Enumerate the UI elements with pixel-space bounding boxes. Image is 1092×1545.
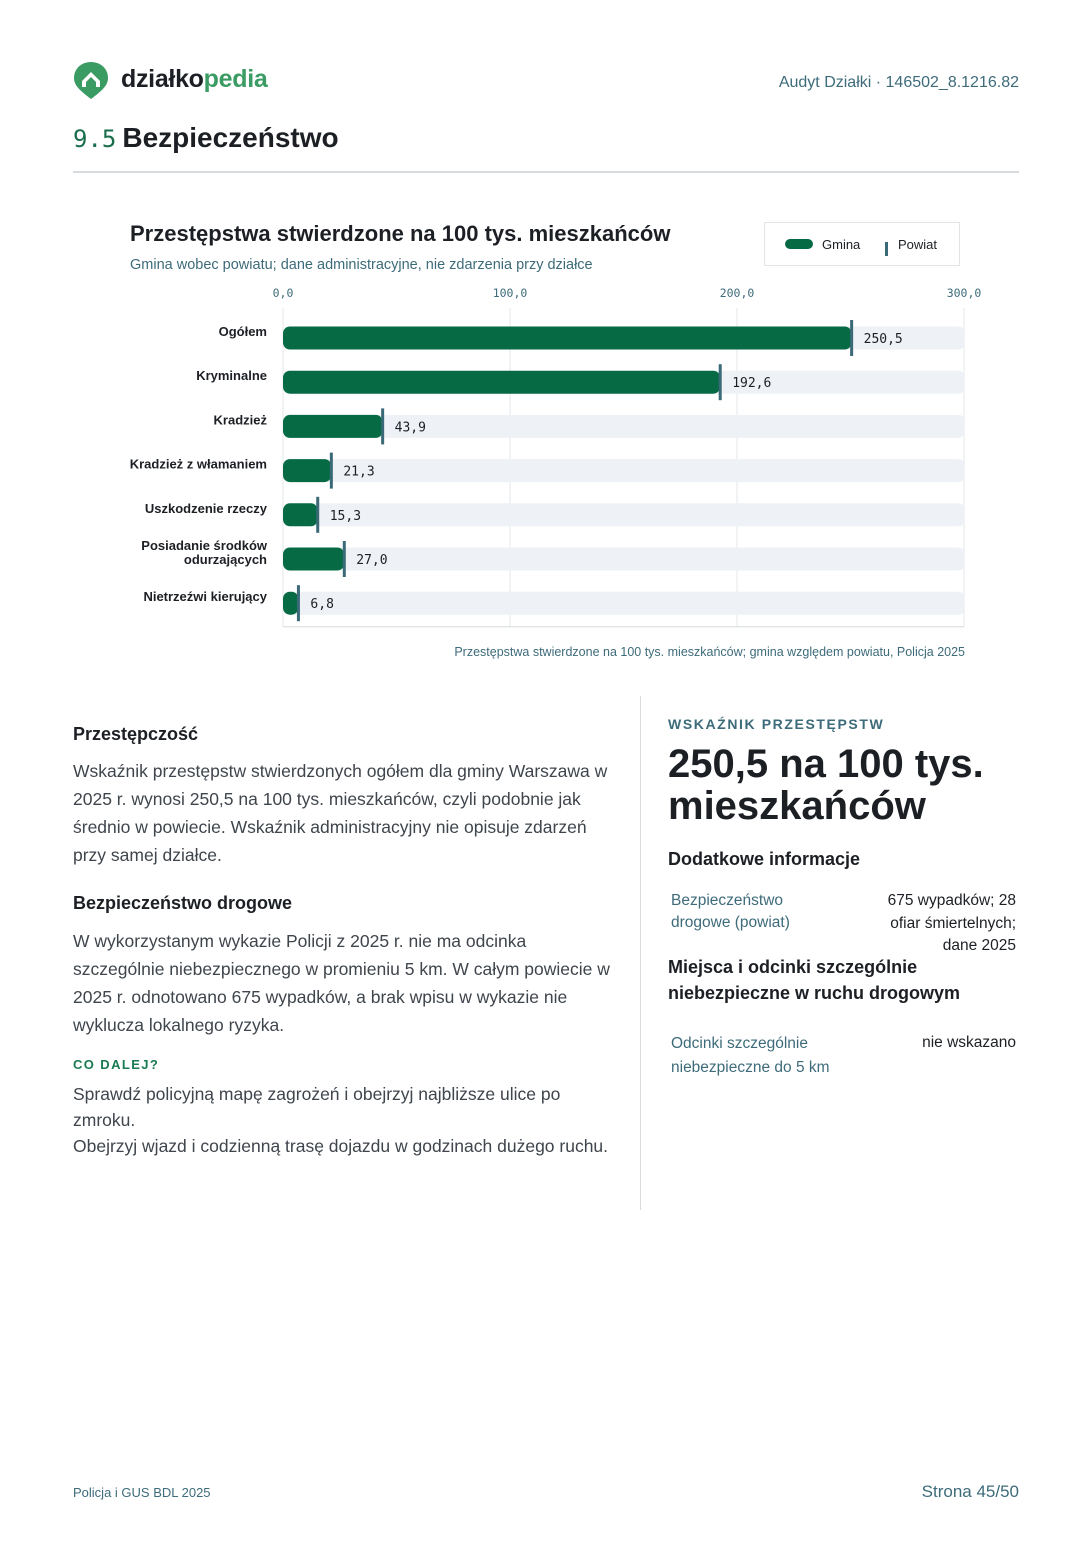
- info-key: Bezpieczeństwo drogowe (powiat): [671, 892, 790, 931]
- crime-heading: Przestępczość: [73, 724, 199, 744]
- category-label: Kradzież: [213, 412, 267, 428]
- category-label: Kryminalne: [196, 368, 267, 384]
- right-column: [668, 716, 1020, 1082]
- bar-track: [283, 459, 964, 482]
- value-label: 27,0: [356, 553, 388, 568]
- powiat-marker: [343, 541, 346, 577]
- category-label: Kradzież z włamaniem: [129, 456, 267, 472]
- info-key: Odcinki szczególnie niebezpieczne do 5 km: [671, 1035, 830, 1076]
- legend-powiat-marker: [885, 242, 888, 256]
- crime-paragraph: Wskaźnik przestępstw stwierdzonych ogółem dla gminy Warszawa w 2025 r. wynosi 250,5 na 100 tys. mieszkańców, czyli podobnie jak średnio w powiecie. Wskaźnik administracyjny nie opisuje zdarzeń przy samej działce.: [73, 761, 608, 865]
- column-divider: [640, 696, 641, 1210]
- section-number: 9.5: [73, 125, 117, 153]
- bar-track: [283, 415, 964, 438]
- value-label: 192,6: [732, 376, 772, 392]
- section-title-text: Bezpieczeństwo: [122, 122, 339, 153]
- info-value: nie wskazano: [922, 1034, 1016, 1051]
- chart-source: Przestępstwa stwierdzone na 100 tys. mieszkańców; gmina względem powiatu, Policja 2025: [454, 645, 965, 659]
- x-tick-label: 0,0: [272, 286, 294, 300]
- dangerous-places-heading: Miejsca i odcinki szczególnie niebezpieczne w ruchu drogowym: [668, 957, 961, 1003]
- powiat-marker: [297, 585, 300, 621]
- chart-title: Przestępstwa stwierdzone na 100 tys. mieszkańców: [130, 221, 671, 246]
- road-safety-paragraph: W wykorzystanym wykazie Policji z 2025 r. nie ma odcinka szczególnie niebezpiecznego w promieniu 5 km. W całym powiecie w 2025 r. odnotowano 675 wypadków, a brak wpisu w wykazie nie wyklucza lokalnego ryzyka.: [73, 931, 610, 1035]
- bar-track: [283, 592, 964, 615]
- powiat-marker: [719, 364, 722, 400]
- chart-subtitle: Gmina wobec powiatu; dane administracyjne, nie zdarzenia przy działce: [130, 257, 593, 273]
- next-step-2: Obejrzyj wjazd i codzienną trasę dojazdu w godzinach dużego ruchu.: [73, 1136, 609, 1156]
- powiat-marker: [381, 408, 384, 444]
- info-value: 675 wypadków; 28 ofiar śmiertelnych; dane 2025: [887, 892, 1016, 954]
- bar-gmina: [283, 503, 318, 526]
- next-steps-label: CO DALEJ?: [73, 1057, 160, 1072]
- value-label: 15,3: [329, 508, 362, 524]
- brand-wordmark: [121, 65, 267, 94]
- page-header: [73, 58, 1019, 102]
- next-step-1: Sprawdź policyjną mapę zagrożeń i obejrzyj najbliższe ulice po zmroku.: [73, 1084, 561, 1130]
- category-label: Ogółem: [218, 324, 267, 339]
- bar-gmina: [283, 459, 331, 482]
- powiat-marker: [330, 453, 333, 489]
- bar-gmina: [283, 415, 383, 438]
- bar-gmina: [283, 327, 852, 350]
- value-label: 250,5: [863, 332, 903, 347]
- x-tick-label: 200,0: [719, 286, 755, 300]
- info-row-road-safety: [668, 890, 1020, 954]
- info-row-dangerous-sections: [668, 1032, 1020, 1082]
- left-column: [73, 724, 621, 1159]
- bar-track: [283, 503, 964, 526]
- chart-legend: [764, 222, 960, 266]
- powiat-marker: [850, 320, 853, 356]
- bar-gmina: [283, 371, 720, 394]
- section-title: [73, 122, 339, 154]
- category-label: Nietrzeźwi kierujący: [143, 589, 267, 605]
- brand-part-2: pedia: [203, 65, 268, 93]
- kpi-value: 250,5 na 100 tys. mieszkańców: [668, 742, 984, 828]
- page-number: Strona 45/50: [921, 1482, 1019, 1501]
- legend-gmina-swatch: [785, 239, 813, 249]
- road-safety-heading: Bezpieczeństwo drogowe: [73, 893, 293, 913]
- legend-gmina-label: Gmina: [822, 237, 861, 252]
- crime-rate-bar-chart: [100, 280, 990, 636]
- x-tick-label: 100,0: [492, 286, 528, 300]
- audit-id: Audyt Działki · 146502_8.1216.82: [778, 74, 1019, 91]
- footer-source: Policja i GUS BDL 2025: [73, 1485, 211, 1500]
- value-label: 6,8: [310, 597, 334, 613]
- category-label: Uszkodzenie rzeczy: [144, 500, 267, 516]
- section-divider: [73, 171, 1019, 173]
- legend-powiat-label: Powiat: [898, 237, 938, 252]
- value-label: 43,9: [394, 420, 426, 436]
- brand-part-1: działko: [121, 65, 204, 93]
- powiat-marker: [316, 497, 319, 533]
- additional-info-heading: Dodatkowe informacje: [668, 849, 861, 869]
- map-pin-logo-icon: [73, 60, 109, 100]
- bar-gmina: [283, 592, 298, 615]
- kpi-label: WSKAŹNIK PRZESTĘPSTW: [668, 716, 885, 732]
- category-label: Posiadanie środków odurzających: [141, 538, 267, 567]
- bar-gmina: [283, 548, 344, 571]
- x-tick-label: 300,0: [946, 286, 982, 300]
- value-label: 21,3: [343, 464, 375, 480]
